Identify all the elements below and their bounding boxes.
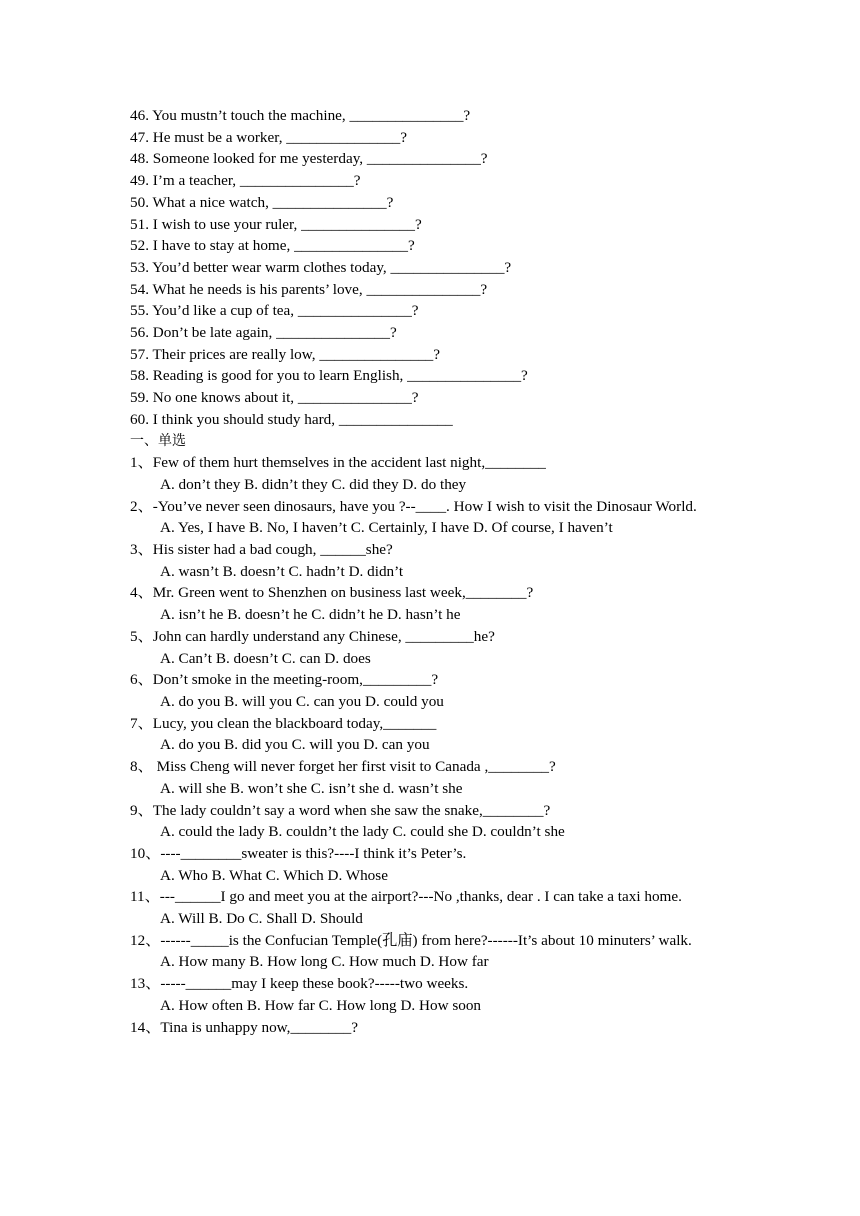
question-text: 11、---______I go and meet you at the airport?---No ,thanks, dear . I can take a taxi home.	[130, 888, 682, 906]
answer-options: A. How often B. How far C. How long D. How soon	[160, 996, 482, 1014]
tag-question-item: 57. Their prices are really low, _______________?	[130, 345, 440, 363]
question-text: 2、-You’ve never seen dinosaurs, have you ?--____. How I wish to visit the Dinosaur World.	[130, 497, 697, 515]
answer-options: A. do you B. did you C. will you D. can you	[160, 736, 430, 754]
question-text: 7、Lucy, you clean the blackboard today,_______	[130, 714, 437, 732]
tag-question-item: 54. What he needs is his parents’ love, _______________?	[130, 280, 488, 298]
multiple-choice-list	[130, 452, 732, 1038]
section-heading: 一、单选	[130, 432, 186, 449]
tag-question-item: 46. You mustn’t touch the machine, _______________?	[130, 107, 471, 124]
question-text: 8、 Miss Cheng will never forget her first visit to Canada ,________?	[130, 758, 556, 776]
question-text: 6、Don’t smoke in the meeting-room,_________?	[130, 671, 439, 689]
tag-question-item: 56. Don’t be late again, _______________?	[130, 324, 397, 342]
question-text: 5、John can hardly understand any Chinese, _________he?	[130, 627, 495, 645]
tag-question-item: 58. Reading is good for you to learn English, _______________?	[130, 367, 528, 385]
answer-options: A. Will B. Do C. Shall D. Should	[160, 910, 363, 928]
answer-options: A. will she B. won’t she C. isn’t she d. wasn’t she	[160, 779, 463, 797]
answer-options: A. isn’t he B. doesn’t he C. didn’t he D. hasn’t he	[160, 606, 461, 624]
tag-question-list	[130, 105, 732, 431]
exercise-content	[130, 105, 732, 1038]
tag-question-item: 50. What a nice watch, _______________?	[130, 193, 394, 211]
tag-question-item: 53. You’d better wear warm clothes today, _______________?	[130, 258, 512, 276]
answer-options: A. wasn’t B. doesn’t C. hadn’t D. didn’t	[160, 562, 404, 580]
answer-options: A. could the lady B. couldn’t the lady C. could she D. couldn’t she	[160, 823, 565, 841]
tag-question-item: 47. He must be a worker, _______________?	[130, 128, 407, 146]
tag-question-item: 48. Someone looked for me yesterday, _______________?	[130, 150, 488, 168]
answer-options: A. do you B. will you C. can you D. could you	[160, 692, 444, 710]
tag-question-item: 52. I have to stay at home, _______________?	[130, 237, 415, 255]
tag-question-item: 55. You’d like a cup of tea, _______________?	[130, 302, 419, 320]
question-text: 4、Mr. Green went to Shenzhen on business last week,________?	[130, 584, 534, 602]
answer-options: A. Can’t B. doesn’t C. can D. does	[160, 649, 371, 667]
tag-question-item: 59. No one knows about it, _______________?	[130, 389, 419, 407]
question-text: 10、----________sweater is this?----I think it’s Peter’s.	[130, 844, 467, 862]
question-text: 12、------_____is the Confucian Temple(孔庙) from here?------It’s about 10 minuters’ walk.	[130, 931, 692, 949]
answer-options: A. don’t they B. didn’t they C. did they D. do they	[160, 475, 467, 493]
tag-question-item: 60. I think you should study hard, _______________	[130, 410, 453, 428]
question-text: 3、His sister had a bad cough, ______she?	[130, 541, 393, 559]
question-text: 9、The lady couldn’t say a word when she saw the snake,________?	[130, 801, 551, 819]
tag-question-item: 49. I’m a teacher, _______________?	[130, 172, 361, 190]
question-text: 14、Tina is unhappy now,________?	[130, 1018, 358, 1036]
question-text: 13、-----______may I keep these book?-----two weeks.	[130, 975, 469, 993]
answer-options: A. Yes, I have B. No, I haven’t C. Certainly, I have D. Of course, I haven’t	[160, 519, 613, 537]
answer-options: A. Who B. What C. Which D. Whose	[160, 866, 388, 884]
tag-question-item: 51. I wish to use your ruler, _______________?	[130, 215, 422, 233]
question-text: 1、Few of them hurt themselves in the accident last night,________	[130, 454, 546, 472]
answer-options: A. How many B. How long C. How much D. How far	[160, 953, 489, 971]
